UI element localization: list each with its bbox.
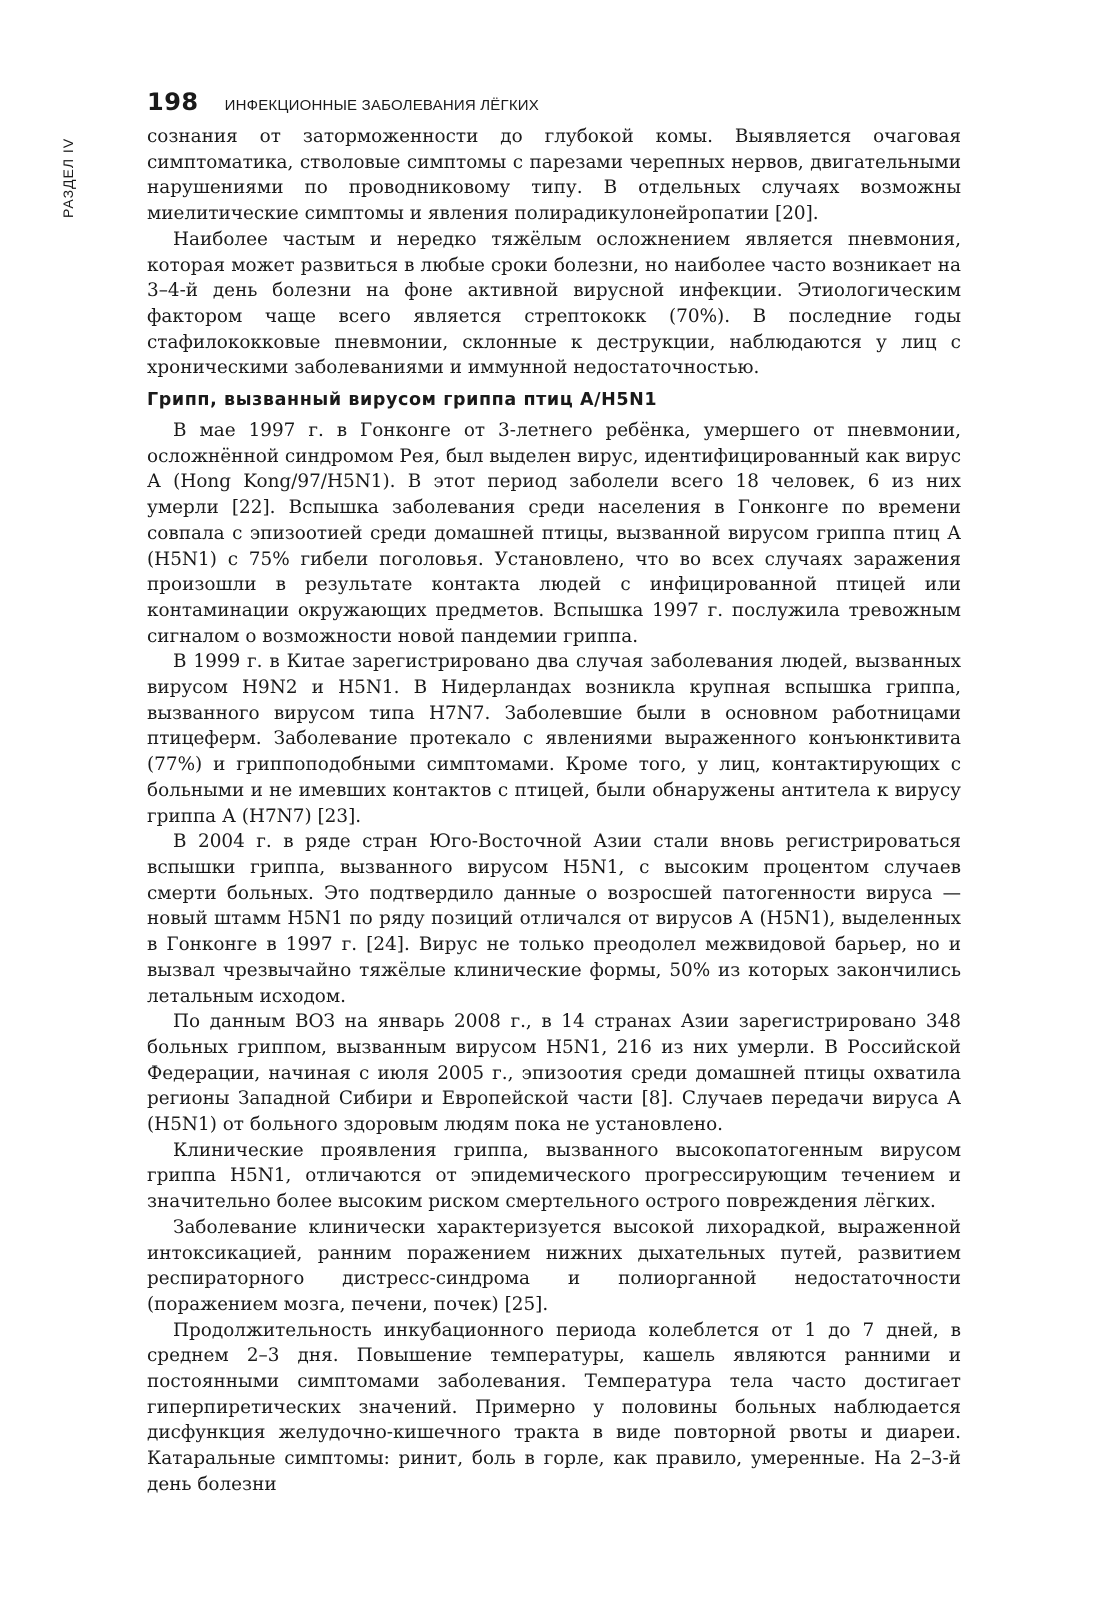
section-side-label: РАЗДЕЛ IV	[60, 137, 76, 218]
paragraph: Продолжительность инкубационного периода колеблется от 1 до 7 дней, в среднем 2–3 дня. Повышение температуры, кашель являются ранними и постоянными симптомами заболевания. Температура тела часто достигает гиперпиретических значений. Примерно у половины больных наблюдается дисфункция желудочно-кишечного тракта в виде повторной рвоты и диареи. Катаральные симптомы: ринит, боль в горле, как правило, умеренные. На 2–3-й день болезни	[147, 1319, 961, 1495]
paragraph: В 1999 г. в Китае зарегистрировано два случая заболевания людей, вызванных вирусом H9N2 и H5N1. В Нидерландах возникла крупная вспышка гриппа, вызванного вирусом типа H7N7. Заболевшие были в основном работницами птицеферм. Заболевание протекало с явлениями выраженного конъюнктивита (77%) и гриппоподобными симптомами. Кроме того, у лиц, контактирующих с больными и не имевших контактов с птицей, были обнаружены антитела к вирусу гриппа А (H7N7) [23].	[147, 651, 961, 827]
section-heading: Грипп, вызванный вирусом гриппа птиц A/H5N1	[147, 390, 658, 411]
paragraph: Заболевание клинически характеризуется высокой лихорадкой, выраженной интоксикацией, ранним поражением нижних дыхательных путей, развитием респираторного дистресс-синдрома и полиорганной недостаточности (поражением мозга, печени, почек) [25].	[147, 1216, 961, 1315]
paragraph: В мае 1997 г. в Гонконге от 3-летнего ребёнка, умершего от пневмонии, осложнённой синдромом Рея, был выделен вирус, идентифицированный как вирус А (Hong Kong/97/H5N1). В этот период заболели всего 18 человек, 6 из них умерли [22]. Вспышка заболевания среди населения в Гонконге по времени совпала с эпизоотией среди домашней птицы, вызванной вирусом гриппа птиц А (H5N1) с 75% гибели поголовья. Установлено, что во всех случаях заражения произошли в результате контакта людей с инфицированной птицей или контаминации окружающих предметов. Вспышка 1997 г. послужила тревожным сигналом о возможности новой пандемии гриппа.	[147, 420, 961, 647]
paragraph: В 2004 г. в ряде стран Юго-Восточной Азии стали вновь регистрироваться вспышки гриппа, вызванного вирусом H5N1, с высоким процентом случаев смерти больных. Это подтвердило данные о возросшей патогенности вируса — новый штамм H5N1 по ряду позиций отличался от вирусов А (H5N1), выделенных в Гонконге в 1997 г. [24]. Вирус не только преодолел межвидовой барьер, но и вызвал чрезвычайно тяжёлые клинические формы, 50% из которых закончились летальным исходом.	[147, 831, 961, 1007]
paragraph: Клинические проявления гриппа, вызванного высокопатогенным вирусом гриппа H5N1, отличаются от эпидемического прогрессирующим течением и значительно более высоким риском смертельного острого повреждения лёгких.	[147, 1139, 961, 1213]
page-number: 198	[147, 88, 199, 116]
page-body	[147, 124, 961, 1498]
paragraph: Наиболее частым и нередко тяжёлым осложнением является пневмония, которая может развиться в любые сроки болезни, но наиболее часто возникает на 3–4-й день болезни на фоне активной вирусной инфекции. Этиологическим фактором чаще всего является стрептококк (70%). В последние годы стафилококковые пневмонии, склонные к деструкции, наблюдаются у лиц с хроническими заболеваниями и иммунной недостаточностью.	[147, 228, 961, 379]
paragraph: сознания от заторможенности до глубокой комы. Выявляется очаговая симптоматика, стволовые симптомы с парезами черепных нервов, двигательными нарушениями по проводниковому типу. В отдельных случаях возможны миелитические симптомы и явления полирадикулонейропатии [20].	[147, 126, 961, 225]
running-title: ИНФЕКЦИОННЫЕ ЗАБОЛЕВАНИЯ ЛЁГКИХ	[224, 97, 539, 114]
page-header	[147, 88, 539, 116]
paragraph: По данным ВОЗ на январь 2008 г., в 14 странах Азии зарегистрировано 348 больных гриппом, вызванным вирусом H5N1, 216 из них умерли. В Российской Федерации, начиная с июля 2005 г., эпизоотия среди домашней птицы охватила регионы Западной Сибири и Европейской части [8]. Случаев передачи вируса А (H5N1) от больного здоровым людям пока не установлено.	[147, 1011, 961, 1136]
